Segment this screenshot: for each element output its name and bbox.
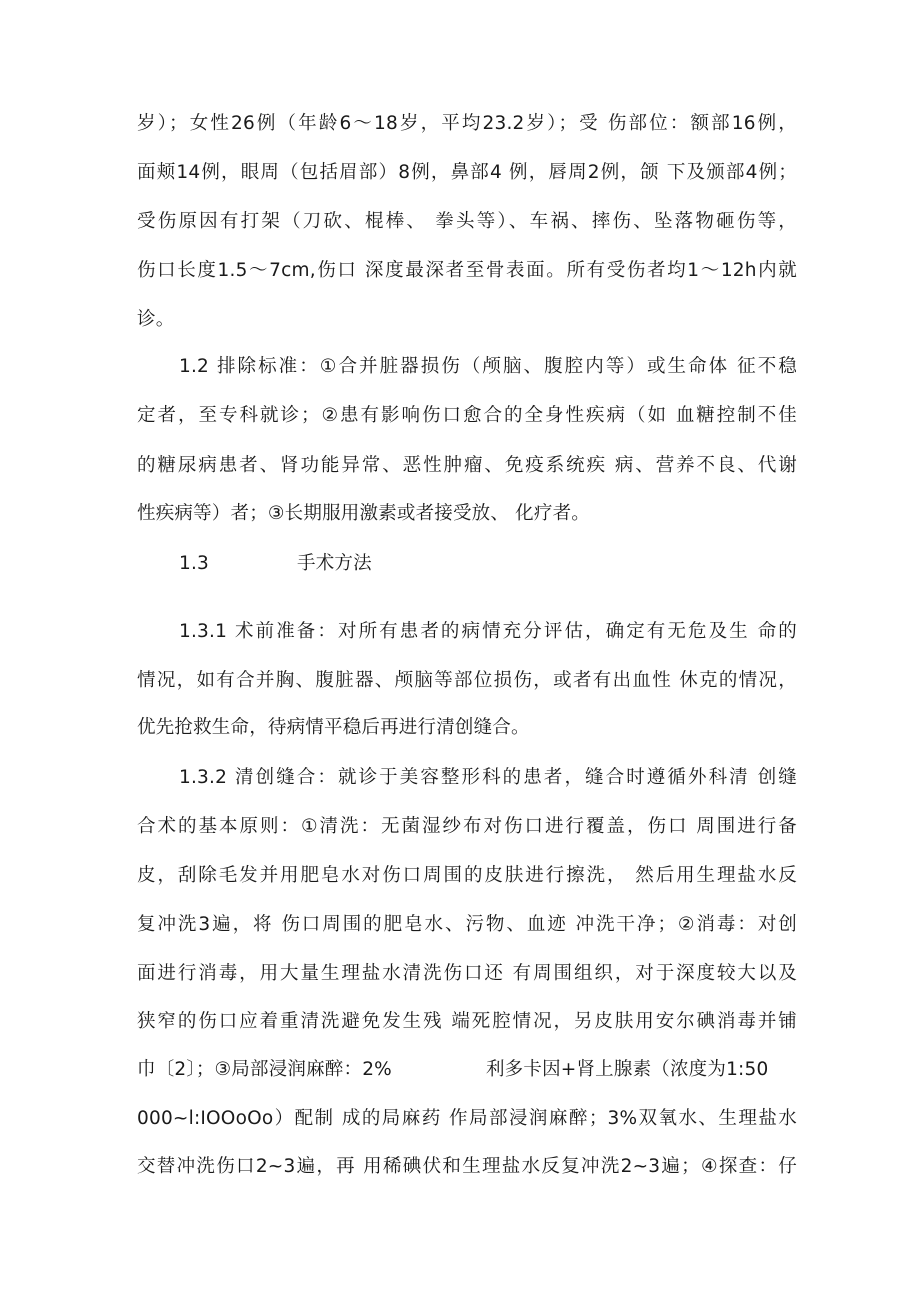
text-segment: 巾〔2〕；③局部浸润麻醉：2% xyxy=(137,1059,392,1080)
text-line: 狭窄的伤口应着重清洗避免发生残 端死腔情况，另皮肤用安尔碘消毒并铺 xyxy=(137,1011,797,1032)
text-line: 的糖尿病患者、肾功能异常、恶性肿瘤、免疫系统疾 病、营养不良、代谢 xyxy=(137,455,797,476)
text-line: 1.2 排除标准：①合并脏器损伤（颅脑、腹腔内等）或生命体 征不稳 xyxy=(179,356,797,377)
text-line: 1.3.2 清创缝合：就诊于美容整形科的患者，缝合时遵循外科清 创缝 xyxy=(179,767,797,788)
text-line: 合术的基本原则：①清洗：无菌湿纱布对伤口进行覆盖，伤口 周围进行备 xyxy=(137,816,797,837)
text-line: 受伤原因有打架（刀砍、棍棒、 拳头等）、车祸、摔伤、坠落物砸伤等， xyxy=(137,211,797,232)
text-line: 伤口长度1.5～7cm,伤口 深度最深者至骨表面。所有受伤者均1～12h内就 xyxy=(137,260,797,281)
section-heading xyxy=(179,552,372,576)
text-segment: 利多卡因+肾上腺素（浓度为1:50 xyxy=(485,1059,769,1080)
text-line: 性疾病等）者；③长期服用激素或者接受放、 化疗者。 xyxy=(137,503,590,524)
text-line: 面进行消毒，用大量生理盐水清洗伤口还 有周围组织，对于深度较大以及 xyxy=(137,963,797,984)
text-line: 情况，如有合并胸、腹脏器、颅脑等部位损伤，或者有出血性 休克的情况， xyxy=(137,670,797,691)
text-line: 1.3.1 术前准备：对所有患者的病情充分评估，确定有无危及生 命的 xyxy=(179,621,797,642)
text-line: 交替冲洗伤口2~3遍，再 用稀碘伏和生理盐水反复冲洗2~3遍；④探查：仔 xyxy=(137,1156,797,1177)
text-line xyxy=(137,1058,768,1082)
text-line: 面颊14例，眼周（包括眉部）8例，鼻部4 例，唇周2例，颌 下及颁部4例； xyxy=(137,162,797,183)
section-title: 手术方法 xyxy=(297,553,372,574)
text-line: 诊。 xyxy=(137,309,175,330)
text-line: 定者，至专科就诊；②患有影响伤口愈合的全身性疾病（如 血糖控制不佳 xyxy=(137,405,797,426)
text-line: 复冲洗3遍，将 伤口周围的肥皂水、污物、血迹 冲洗干净；②消毒：对创 xyxy=(137,914,797,935)
section-number: 1.3 xyxy=(179,553,210,574)
text-line: 岁）；女性26例（年龄6～18岁，平均23.2岁）；受 伤部位：额部16例， xyxy=(137,113,797,134)
text-line: 000~l:IOOoOo）配制 成的局麻药 作局部浸润麻醉；3%双氧水、生理盐水 xyxy=(137,1108,797,1129)
text-line: 皮，刮除毛发并用肥皂水对伤口周围的皮肤进行擦洗， 然后用生理盐水反 xyxy=(137,865,797,886)
text-line: 优先抢救生命，待病情平稳后再进行清创缝合。 xyxy=(137,717,530,738)
